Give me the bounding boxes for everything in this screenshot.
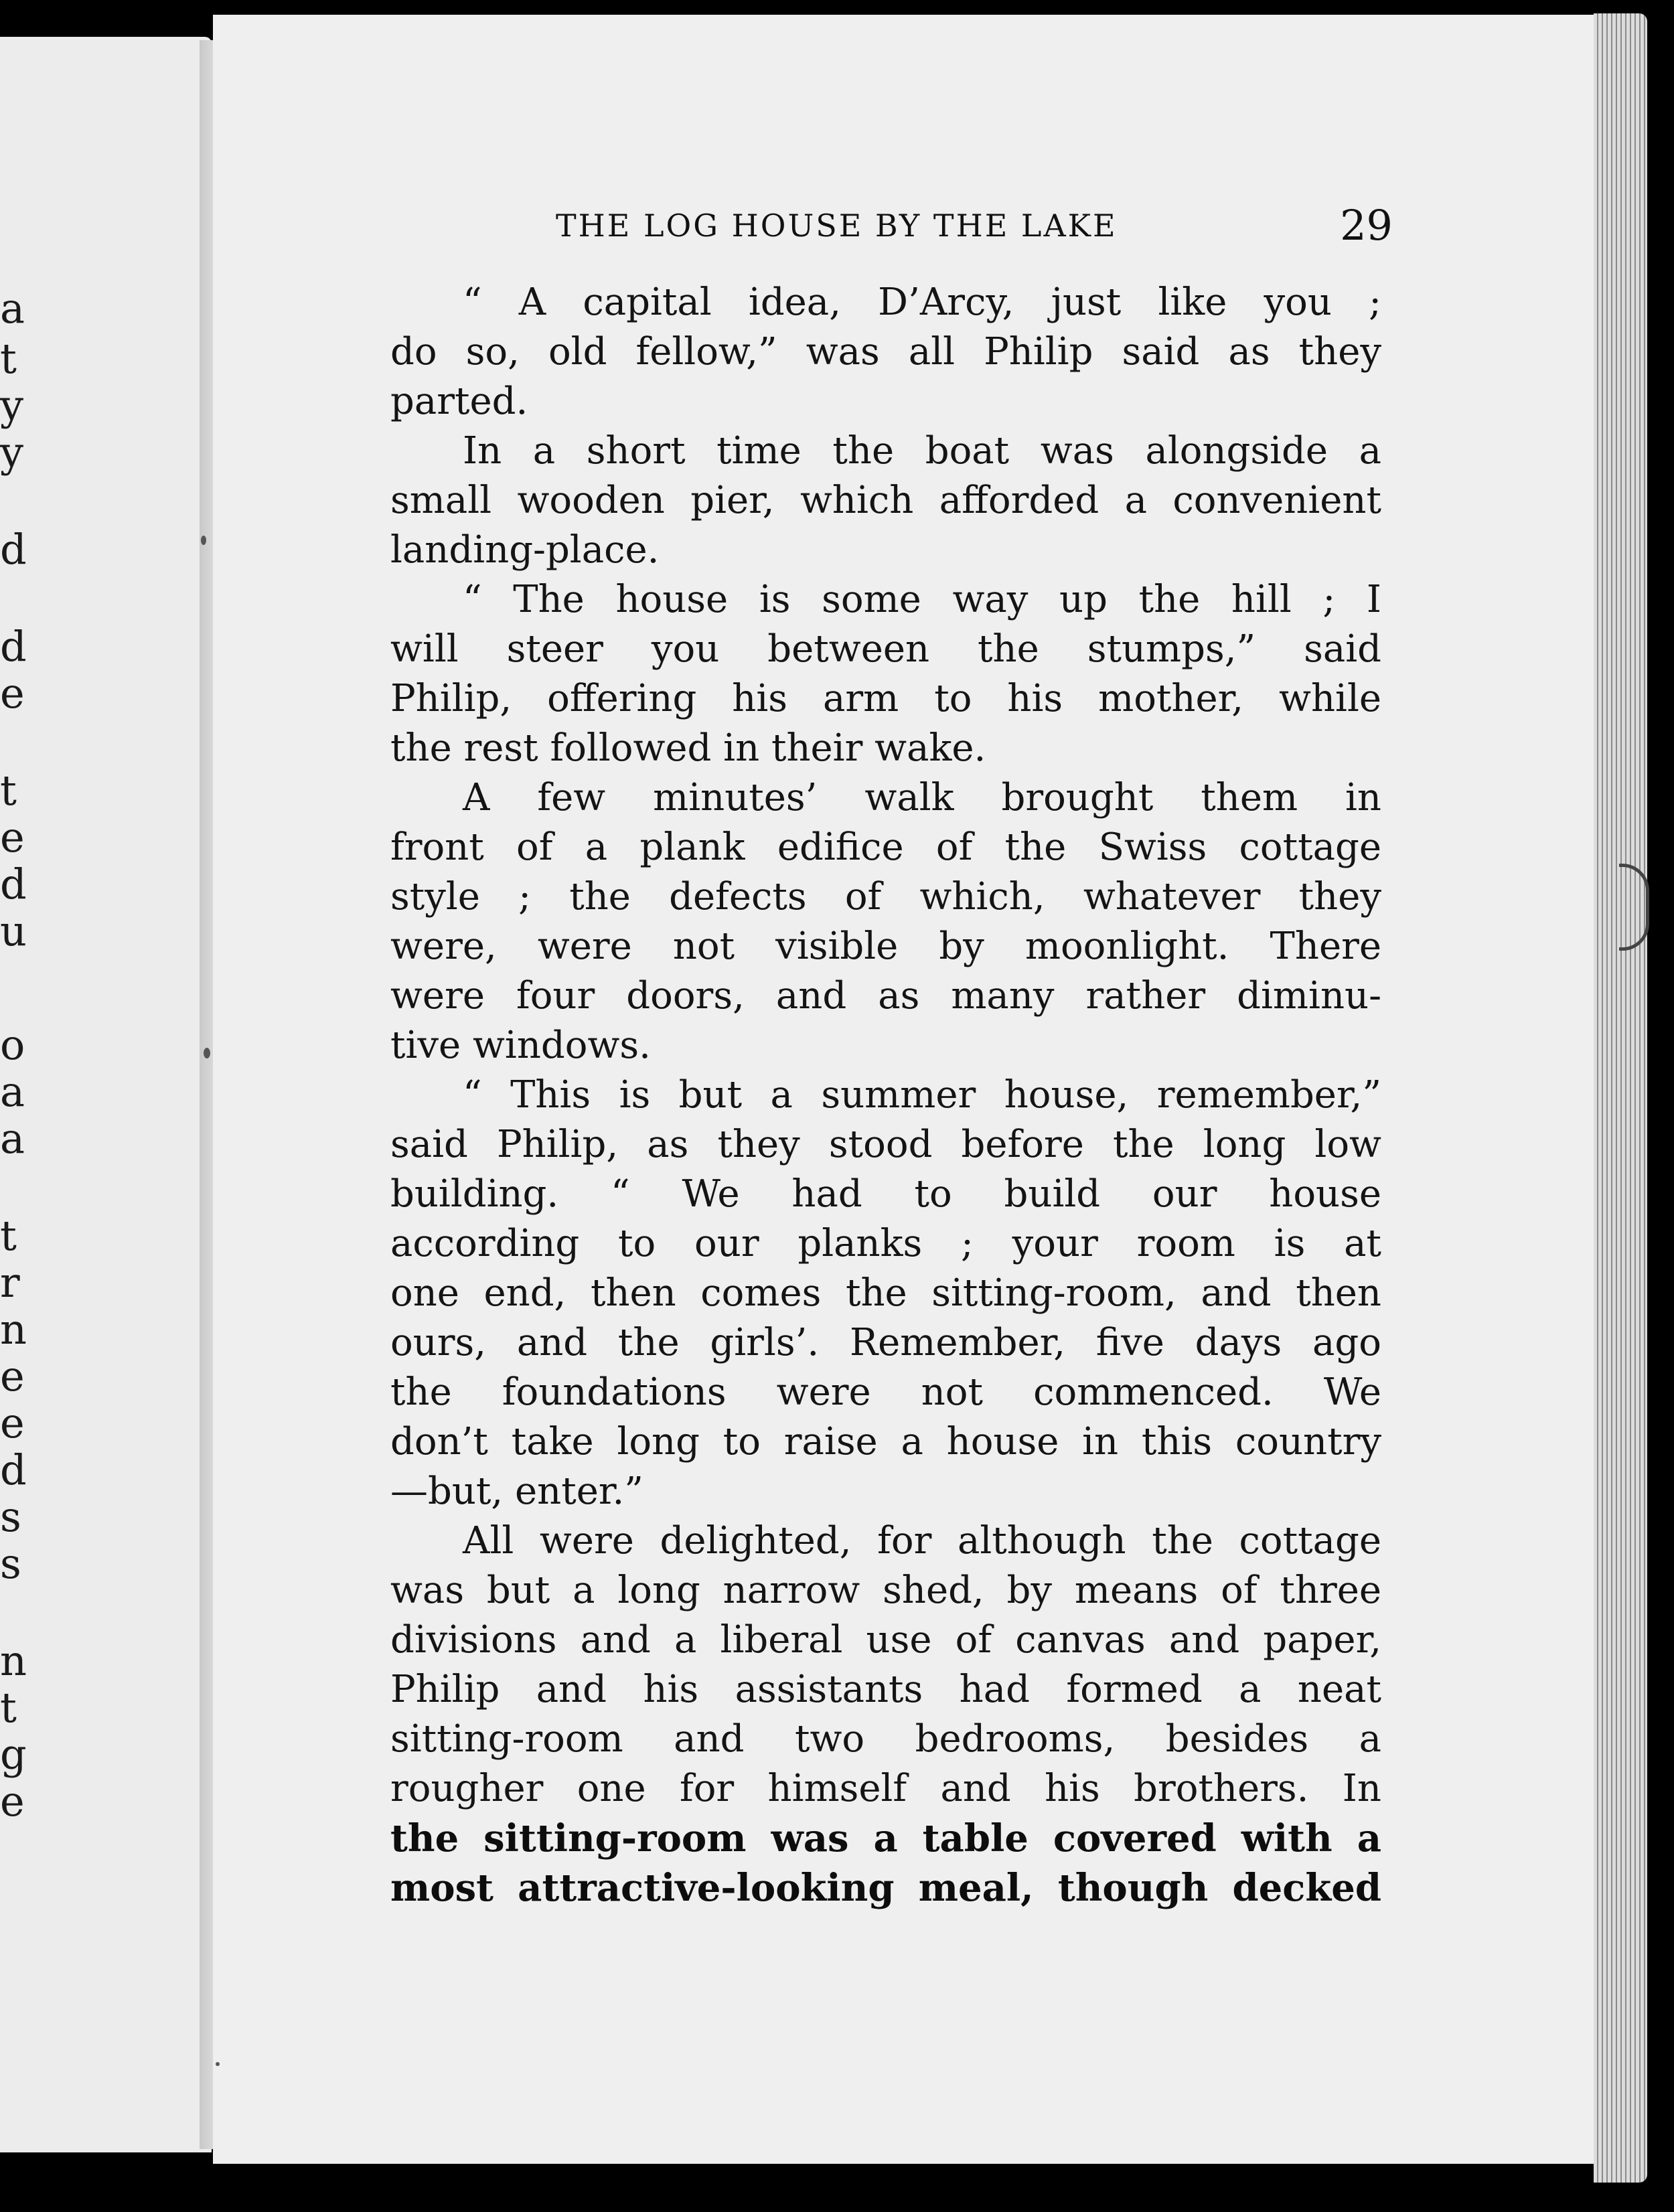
text-line: front of a plank edifice of the Swiss cottage [390,825,1381,869]
text-line: parted. [390,380,528,423]
left-fragment: e [0,813,25,862]
text-line: the sitting-room was a table covered with a [390,1816,1381,1861]
left-fragment: r [0,1258,20,1307]
text-line: don’t take long to raise a house in this country [390,1420,1381,1464]
left-fragment: a [0,1067,25,1116]
text-line: “ The house is some way up the hill ; I [463,578,1381,621]
page-edges [1594,13,1647,2183]
scan-speck [216,2062,220,2066]
text-line: landing-place. [390,528,660,572]
left-fragment: t [0,766,17,815]
page-number: 29 [1340,201,1393,250]
running-title: THE LOG HOUSE BY THE LAKE [556,208,1118,244]
text-line: most attractive-looking meal, though decked [390,1866,1381,1910]
text-line: the rest followed in their wake. [390,726,986,770]
text-line: building. “ We had to build our house [390,1172,1381,1216]
text-line: “ This is but a summer house, remember,” [463,1073,1381,1117]
scan-speck [204,1048,210,1058]
text-line: one end, then comes the sitting-room, and then [390,1271,1381,1315]
left-fragment: a [0,284,25,333]
text-line: A few minutes’ walk brought them in [463,776,1381,819]
text-line: All were delighted, for although the cottage [463,1519,1381,1563]
left-fragment: e [0,1352,25,1401]
text-line: will steer you between the stumps,” said [390,627,1381,671]
left-fragment: s [0,1492,21,1541]
text-line: divisions and a liberal use of canvas and paper, [390,1618,1381,1662]
left-fragment: t [0,1211,17,1260]
text-line: said Philip, as they stood before the long low [390,1123,1381,1166]
text-line: Philip and his assistants had formed a neat [390,1668,1381,1711]
left-fragment: e [0,669,25,718]
text-line: were, were not visible by moonlight. There [390,925,1381,968]
left-fragment: e [0,1399,25,1447]
text-line: tive windows. [390,1024,651,1067]
text-line: style ; the defects of which, whatever they [390,875,1381,919]
left-fragment: y [0,381,24,430]
left-fragment: s [0,1539,21,1588]
text-line: —but, enter.” [390,1470,643,1513]
left-fragment: o [0,1020,25,1069]
left-fragment: d [0,622,27,671]
bookmark-ribbon-icon [1619,864,1649,951]
page-header [556,201,1393,254]
left-fragment: u [0,906,27,955]
left-fragment: n [0,1636,27,1685]
text-line: was but a long narrow shed, by means of three [390,1569,1381,1612]
left-fragment: t [0,334,17,383]
left-fragment: e [0,1777,25,1826]
left-fragment: d [0,860,27,908]
text-line: “ A capital idea, D’Arcy, just like you ; [463,281,1381,324]
text-line: do so, old fellow,” was all Philip said as they [390,330,1381,374]
text-line: In a short time the boat was alongside a [463,429,1381,473]
text-line: sitting-room and two bedrooms, besides a [390,1717,1381,1761]
left-fragment: g [0,1730,27,1779]
left-fragment: d [0,1445,27,1494]
left-fragment: t [0,1683,17,1732]
scan-speck [201,536,206,545]
text-line: according to our planks ; your room is at [390,1222,1381,1265]
text-line: rougher one for himself and his brothers. In [390,1767,1381,1810]
left-fragment: y [0,428,24,477]
text-line: the foundations were not commenced. We [390,1370,1381,1414]
text-line: were four doors, and as many rather diminu- [390,974,1381,1018]
left-fragment: a [0,1114,25,1163]
text-line: small wooden pier, which afforded a convenient [390,479,1381,522]
text-line: ours, and the girls’. Remember, five days ago [390,1321,1381,1364]
text-line: Philip, offering his arm to his mother, while [390,677,1381,720]
left-fragment: d [0,525,27,574]
left-page-text-fragments [0,0,212,2212]
left-fragment: n [0,1305,27,1354]
